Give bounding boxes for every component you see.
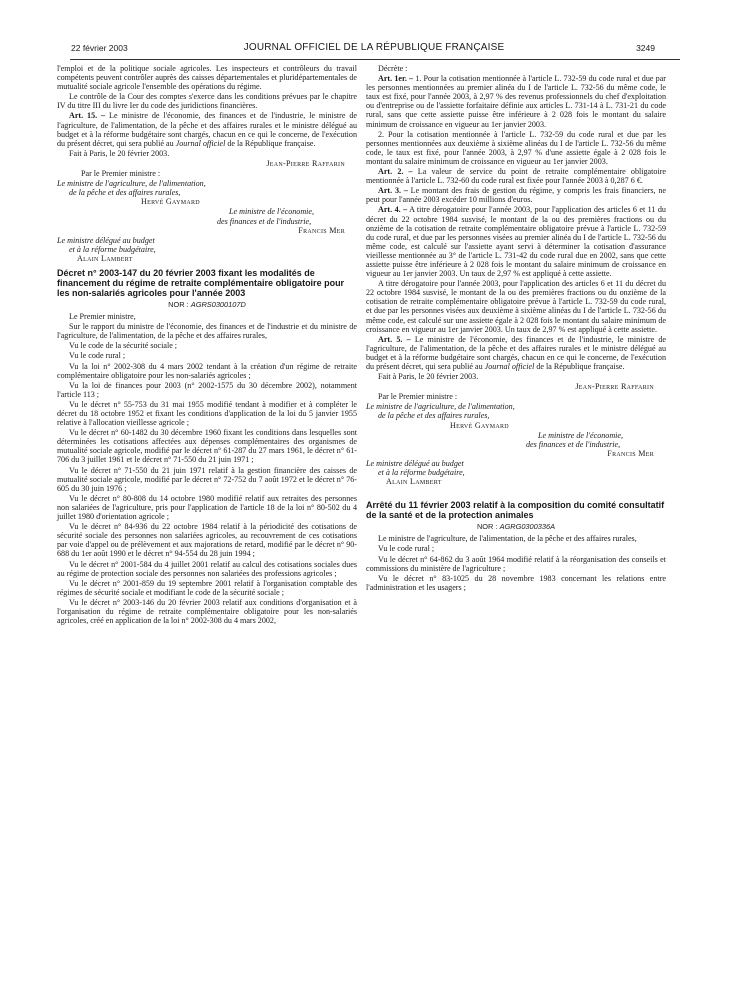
signature-eco: Francis Mer <box>298 225 345 235</box>
visa: Vu le décret n° 71-550 du 21 juin 1971 relatif à la gestion financière des caisses de mutualité sociale agricole, modifié par le décret n° 72-752 du 7 août 1972 et le décret n° 76-605 du 30 juin 1976 ; <box>57 465 357 493</box>
visa: Vu le décret n° 2001-584 du 4 juillet 2001 relatif au calcul des cotisations sociales dues au régime de protection sociale des personnes non salariées des professions agricoles ; <box>57 559 357 578</box>
article-3 <box>366 186 666 204</box>
page-header <box>0 41 748 57</box>
signature-pm: Jean-Pierre Raffarin <box>266 158 345 168</box>
article-label: Art. 2. – <box>378 167 413 177</box>
by-pm: Par le Premier ministre : <box>378 392 458 402</box>
article-text: A titre dérogatoire pour l'année 2003, pour l'application des articles 6 et 11 du décret du 22 octobre 1984 susvisé, le montant de la ou des premières fractions ou du onzième de la cotisation de retraite complémentaire obligatoire prévue à l'article L. 732-59 du code rural, et due par les personnes visées au premier alinéa du I de l'article L. 732-56 du même code, est calculé sur l'assiette ayant servi à déterminer la cotisation d'assurance vieillesse mentionnée au 3° de l'article L. 731-42 du code rural due en 2002, sans que cette assiette puisse être inférieure à 2 028 fois le montant du salaire minimum de croissance en vigueur au 1er janvier 2003. Un taux de 2,97 % est appliqué à cette assiette. <box>366 205 666 279</box>
visa: Vu le décret n° 55-753 du 31 mai 1955 modifié tendant à modifier et à compléter le décret du 18 octobre 1952 et fixant les conditions d'application de la loi du 5 janvier 1955 relative à l'allocation vieillesse agricole ; <box>57 399 357 428</box>
visa: Vu le décret n° 83-1025 du 28 novembre 1983 concernant les relations entre l'administration et les usagers ; <box>366 573 666 592</box>
minister-eco-line1: Le ministre de l'économie, <box>538 430 624 440</box>
article-4-para-2: A titre dérogatoire pour l'année 2003, pour l'application des articles 6 et 11 du décret du 22 octobre 1984 susvisé, le montant de la ou des premières fractions ou du onzième de la cotisation de retraite complémentaire obligatoire prévue à l'article L. 732-59 du code rural, et due par les personnes visées aux deuxième à sixième alinéas du I de l'article L. 732-56 du même code, est calculé sur une assiette égale à 2 028 fois le montant du salaire minimum de croissance en vigueur au 1er janvier 2003. Un taux de 2,97 % est appliqué à cette assiette. <box>366 279 666 334</box>
nor-reference <box>366 522 666 531</box>
visa: Vu la loi n° 2002-308 du 4 mars 2002 tendant à la création d'un régime de retraite complémentaire obligatoire pour les non-salariés agricoles ; <box>57 361 357 380</box>
paragraph: l'emploi et de la politique sociale agricoles. Les inspecteurs et contrôleurs du travail compétents peuvent contrôler auprès des caisses départementales et pluridépartementales de mutualité sociale agricole l'ensemble des opérations du régime. <box>57 64 357 92</box>
left-column <box>57 64 357 626</box>
nor-label: NOR : <box>168 299 191 309</box>
signature-pm: Jean-Pierre Raffarin <box>575 382 654 392</box>
article-4 <box>366 205 666 278</box>
minister-budget-line1: Le ministre délégué au budget <box>366 458 464 468</box>
done-at: Fait à Paris, le 20 février 2003. <box>378 372 479 382</box>
decree-title: Décret n° 2003-147 du 20 février 2003 fixant les modalités de financement du régime de retraite complémentaire obligatoire pour les non-salariés agricoles pour l'année 2003 <box>57 267 345 298</box>
article-text: Le montant des frais de gestion du régime, y compris les frais financiers, ne peut pour l'année 2003 excéder 10 millions d'euros. <box>366 186 666 205</box>
article-label: Art. 5. – <box>378 334 411 344</box>
visa: Vu le code de la sécurité sociale ; <box>69 341 178 351</box>
minister-agri-line1: Le ministre de l'agriculture, de l'alimentation, <box>366 402 515 412</box>
visa: Vu le décret n° 84-936 du 22 octobre 1984 relatif à la périodicité des cotisations de sécurité sociale des personnes non salariées agricoles, au recouvrement de ces cotisations par voie d'appel ou de prélèvement et aux majorations de retard, modifié par le décret n° 90-688 du 1er août 1990 et le décret n° 94-554 du 28 juin 1994 ; <box>57 522 357 559</box>
signature-agri: Hervé Gaymard <box>141 197 200 207</box>
visa: Vu le décret n° 80-808 du 14 octobre 1980 modifié relatif aux retraites des personnes non salariées de l'agriculture, pris pour l'application de l'article 18 de la loi n° 80-502 du 4 juillet 1980 d'orientation agricole ; <box>57 493 357 522</box>
article-1 <box>366 74 666 129</box>
article-5 <box>366 335 666 371</box>
journal-title: JOURNAL OFFICIEL DE LA RÉPUBLIQUE FRANÇAISE <box>243 42 505 53</box>
right-column <box>366 64 666 593</box>
visa: Vu la loi de finances pour 2003 (n° 2002-1575 du 30 décembre 2002), notamment l'article 113 ; <box>57 380 357 399</box>
nor-label: NOR : <box>476 522 500 532</box>
article-15 <box>57 111 357 147</box>
visa: Vu le code rural ; <box>378 544 435 554</box>
by-pm: Par le Premier ministre : <box>81 169 161 179</box>
header-date: 22 février 2003 <box>71 43 128 53</box>
journal-officiel-ref: Journal officiel <box>175 138 226 148</box>
article-text: Le ministre de l'économie, des finances et de l'industrie, le ministre de l'agriculture, de l'alimentation, de la pêche et des affaires rurales et le ministre délégué au budget et à la réforme budgétaire sont chargés, chacun en ce qui le concerne, de l'exécution du présent décret, qui sera publié au <box>366 334 666 371</box>
arrete-title: Arrêté du 11 février 2003 relatif à la composition du comité consultatif de la santé et de la protection animales <box>366 500 665 521</box>
minister-budget-line2: et à la réforme budgétaire, <box>69 244 156 254</box>
signature-budget: Alain Lambert <box>77 253 133 263</box>
minister-eco-line2: des finances et de l'industrie, <box>526 439 621 449</box>
signature-budget: Alain Lambert <box>386 477 442 487</box>
minister-agri-line1: Le ministre de l'agriculture, de l'alimentation, <box>57 179 206 189</box>
visa: Vu le décret n° 2003-146 du 20 février 2003 relatif aux conditions d'organisation et à l'organisation du régime de retraite complémentaire obligatoire pour les non-salariés agricoles, créé en application de la loi n° 2002-308 du 4 mars 2002, <box>57 597 357 626</box>
minister-eco-line1: Le ministre de l'économie, <box>229 207 315 217</box>
visa: Le Premier ministre, <box>69 312 136 322</box>
signature-eco: Francis Mer <box>607 448 654 458</box>
visa: Le ministre de l'agriculture, de l'alimentation, de la pêche et des affaires rurales, <box>378 534 637 544</box>
article-2 <box>366 167 666 185</box>
page-number: 3249 <box>636 43 655 53</box>
journal-officiel-ref: Journal officiel <box>484 362 535 371</box>
done-at: Fait à Paris, le 20 février 2003. <box>69 148 170 158</box>
article-text: Le ministre de l'économie, des finances et de l'industrie, le ministre de l'agriculture, de l'alimentation, de la pêche et des affaires rurales et le ministre délégué au budget et à la réforme budgétaire sont chargés, chacun en ce qui le concerne, de l'exécution du présent décret, qui sera publié au <box>57 111 357 148</box>
article-text: 1. Pour la cotisation mentionnée à l'article L. 732-59 du code rural et due par les personnes mentionnées au premier alinéa du I de l'article L. 732-56 du même code, le taux est fixé, pour l'année 2003, à 2,97 % des revenus professionnels du chef d'exploitation ou d'entreprise ou de l'assiette forfaitaire définie aux articles L. 731-14 à L. 731-21 du code rural, sans que cette assiette puisse être inférieure à 2 028 fois le montant du salaire minimum de croissance en vigueur au 1er janvier 2003. <box>366 74 666 129</box>
visa: Sur le rapport du ministre de l'économie, des finances et de l'industrie et du ministre de l'agriculture, de l'alimentation, de la pêche et des affaires rurales, <box>57 322 357 341</box>
nor-code: AGRG0300336A <box>499 522 556 532</box>
minister-agri-line2: de la pêche et des affaires rurales, <box>69 188 181 198</box>
decrete: Décrète : <box>378 64 408 73</box>
article-label: Art. 15. – <box>69 111 106 121</box>
minister-budget-line1: Le ministre délégué au budget <box>57 235 155 245</box>
minister-budget-line2: et à la réforme budgétaire, <box>378 468 465 478</box>
article-label: Art. 4. – <box>378 205 408 215</box>
minister-eco-line2: des finances et de l'industrie, <box>217 216 312 226</box>
article-label: Art. 1er. – <box>378 74 414 84</box>
article-text-end: de la République française. <box>534 362 625 371</box>
header-rule <box>70 59 680 60</box>
paragraph: Le contrôle de la Cour des comptes s'exerce dans les conditions prévues par le chapitre IV du titre III du livre Ier du code des juridictions financières. <box>57 92 357 111</box>
minister-agri-line2: de la pêche et des affaires rurales, <box>378 411 490 421</box>
article-1-para-2: 2. Pour la cotisation mentionnée à l'article L. 732-59 du code rural et due par les personnes mentionnées aux deuxième à sixième alinéas du I de l'article L. 732-56 du même code, le taux est fixé, pour l'année 2003, à 2,97 % d'une assiette égale à 2 028 fois le montant du salaire minimum de croissance en vigueur au 1er janvier 2003. <box>366 129 666 166</box>
visa: Vu le code rural ; <box>69 351 126 361</box>
signature-agri: Hervé Gaymard <box>450 420 509 430</box>
visa: Vu le décret n° 2001-859 du 19 septembre 2001 relatif à l'organisation comptable des régimes de sécurité sociale et modifiant le code de la sécurité sociale ; <box>57 578 357 597</box>
article-label: Art. 3. – <box>378 186 408 196</box>
article-text: La valeur de service du point de retraite complémentaire obligatoire mentionnée à l'article L. 732-60 du code rural est fixée pour l'année 2003 à 0,287 6 €. <box>366 167 666 186</box>
article-text-end: de la République française. <box>225 138 316 148</box>
visa: Vu le décret n° 64-862 du 3 août 1964 modifié relatif à la réorganisation des conseils et commissions du ministère de l'agriculture ; <box>366 554 666 573</box>
nor-code: AGRS0300107D <box>190 299 246 309</box>
visa: Vu le décret n° 60-1482 du 30 décembre 1960 fixant les conditions dans lesquelles sont déterminées les cotisations affectées aux dépenses complémentaires des organismes de mutualité sociale agricole, modifié par le décret n° 61-287 du 27 mars 1961, le décret n° 61-706 du 3 juillet 1961 et le décret n° 71-550 du 21 juin 1971 ; <box>57 428 357 465</box>
nor-reference <box>57 300 357 309</box>
